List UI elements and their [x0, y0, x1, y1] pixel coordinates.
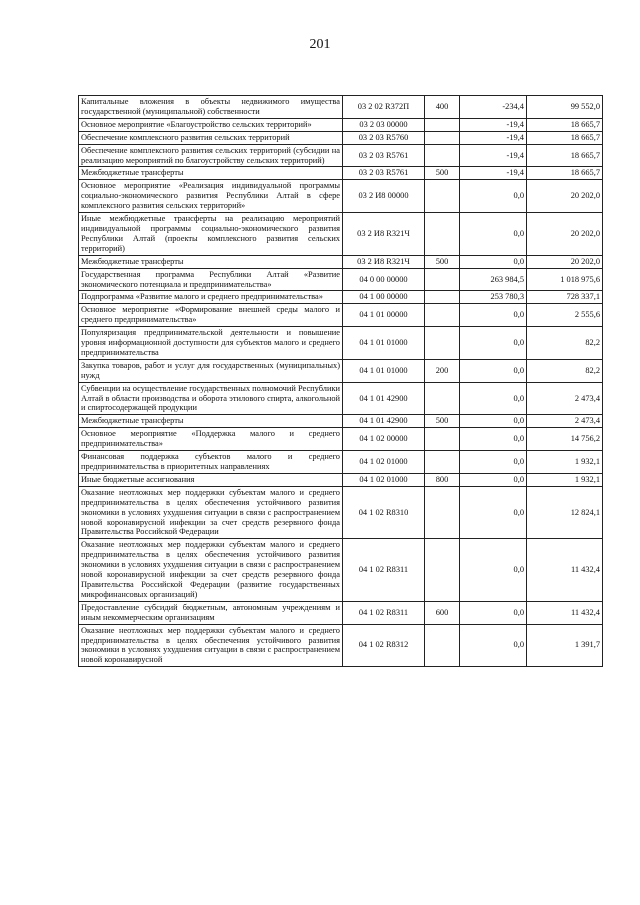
row-total: 99 552,0: [527, 96, 603, 119]
row-code: 04 1 01 42900: [343, 415, 425, 428]
row-name: Межбюджетные трансферты: [79, 167, 343, 180]
row-name: Основное мероприятие «Реализация индивидуальной программы социально-экономического развития Республики Алтай в сфере комплексного развития сельских территорий»: [79, 180, 343, 213]
row-expense-type: [425, 180, 460, 213]
table-row: [79, 359, 603, 382]
row-name: Оказание неотложных мер поддержки субъектам малого и среднего предпринимательства в целях обеспечения устойчивого развития экономики в условиях ухудшения ситуации в связи с распространением новой коронавирусной: [79, 624, 343, 667]
row-expense-type: 600: [425, 601, 460, 624]
row-name: Основное мероприятие «Благоустройство сельских территорий»: [79, 118, 343, 131]
row-total: 1 018 975,6: [527, 268, 603, 291]
row-expense-type: [425, 291, 460, 304]
row-code: 04 1 02 R8311: [343, 601, 425, 624]
row-change: -19,4: [460, 144, 527, 167]
table-row: [79, 118, 603, 131]
row-code: 04 1 02 R8311: [343, 539, 425, 601]
row-total: 20 202,0: [527, 255, 603, 268]
row-name: Оказание неотложных мер поддержки субъектам малого и среднего предпринимательства в целях обеспечения устойчивого развития экономики в условиях ухудшения ситуации в связи с распространением новой коронавирусной инфекции за счет средств резервного фонда Правительства Российской Федерации: [79, 486, 343, 539]
page-number: 201: [309, 37, 331, 52]
row-expense-type: [425, 118, 460, 131]
row-code: 04 1 01 00000: [343, 304, 425, 327]
row-name: Межбюджетные трансферты: [79, 415, 343, 428]
row-expense-type: [425, 428, 460, 451]
table-row: [79, 144, 603, 167]
row-name: Основное мероприятие «Поддержка малого и среднего предпринимательства»: [79, 428, 343, 451]
row-total: 11 432,4: [527, 601, 603, 624]
row-name: Оказание неотложных мер поддержки субъектам малого и среднего предпринимательства в целях обеспечения устойчивого развития экономики в условиях ухудшения ситуации в связи с распространением новой коронавирусной инфекции за счет средств резервного фонда Правительства Российской Федерации (развитие государственных микрофинансовых организаций): [79, 539, 343, 601]
row-change: 0,0: [460, 255, 527, 268]
row-name: Обеспечение комплексного развития сельских территорий: [79, 131, 343, 144]
row-total: 728 337,1: [527, 291, 603, 304]
table-row: [79, 268, 603, 291]
row-change: -19,4: [460, 118, 527, 131]
row-change: 0,0: [460, 601, 527, 624]
table-row: [79, 291, 603, 304]
table-row: [79, 180, 603, 213]
row-code: 04 1 00 00000: [343, 291, 425, 304]
row-total: 18 665,7: [527, 167, 603, 180]
row-expense-type: [425, 213, 460, 256]
row-code: 03 2 03 R5760: [343, 131, 425, 144]
row-code: 03 2 И8 R321Ч: [343, 213, 425, 256]
table-row: [79, 601, 603, 624]
row-code: 03 2 02 R372П: [343, 96, 425, 119]
table-row: [79, 473, 603, 486]
row-total: 18 665,7: [527, 144, 603, 167]
row-code: 03 2 03 R5761: [343, 144, 425, 167]
row-change: 0,0: [460, 473, 527, 486]
row-expense-type: [425, 304, 460, 327]
row-change: 0,0: [460, 624, 527, 667]
row-expense-type: [425, 382, 460, 415]
row-code: 04 1 02 R8312: [343, 624, 425, 667]
row-change: 253 780,3: [460, 291, 527, 304]
row-change: -19,4: [460, 131, 527, 144]
row-name: Финансовая поддержка субъектов малого и среднего предпринимательства в приоритетных направлениях: [79, 451, 343, 474]
row-code: 04 1 02 00000: [343, 428, 425, 451]
row-total: 20 202,0: [527, 213, 603, 256]
row-expense-type: [425, 144, 460, 167]
row-change: -19,4: [460, 167, 527, 180]
row-total: 1 932,1: [527, 473, 603, 486]
row-change: 0,0: [460, 539, 527, 601]
row-change: 0,0: [460, 327, 527, 360]
table-row: [79, 96, 603, 119]
row-change: 0,0: [460, 180, 527, 213]
table-row: [79, 539, 603, 601]
row-total: 2 555,6: [527, 304, 603, 327]
row-expense-type: 200: [425, 359, 460, 382]
row-code: 04 1 02 01000: [343, 473, 425, 486]
row-expense-type: [425, 327, 460, 360]
row-total: 14 756,2: [527, 428, 603, 451]
row-code: 03 2 И8 00000: [343, 180, 425, 213]
row-total: 11 432,4: [527, 539, 603, 601]
row-name: Капитальные вложения в объекты недвижимого имущества государственной (муниципальной) собственности: [79, 96, 343, 119]
row-change: 0,0: [460, 415, 527, 428]
row-expense-type: [425, 539, 460, 601]
row-total: 1 932,1: [527, 451, 603, 474]
row-total: 20 202,0: [527, 180, 603, 213]
row-name: Популяризация предпринимательской деятельности и повышение уровня информационной доступности для субъектов малого и среднего предпринимательства: [79, 327, 343, 360]
row-name: Подпрограмма «Развитие малого и среднего предпринимательства»: [79, 291, 343, 304]
table-row: [79, 382, 603, 415]
row-total: 2 473,4: [527, 382, 603, 415]
budget-table: [78, 95, 603, 667]
table-row: [79, 131, 603, 144]
table-row: [79, 327, 603, 360]
row-name: Закупка товаров, работ и услуг для государственных (муниципальных) нужд: [79, 359, 343, 382]
row-total: 82,2: [527, 359, 603, 382]
row-total: 82,2: [527, 327, 603, 360]
table-row: [79, 486, 603, 539]
row-code: 04 1 02 01000: [343, 451, 425, 474]
row-code: 04 1 01 01000: [343, 327, 425, 360]
row-expense-type: [425, 451, 460, 474]
row-total: 1 391,7: [527, 624, 603, 667]
row-total: 12 824,1: [527, 486, 603, 539]
row-expense-type: 500: [425, 167, 460, 180]
table-row: [79, 255, 603, 268]
table-row: [79, 451, 603, 474]
table-row: [79, 304, 603, 327]
row-code: 04 1 01 42900: [343, 382, 425, 415]
row-name: Межбюджетные трансферты: [79, 255, 343, 268]
row-expense-type: 500: [425, 415, 460, 428]
row-expense-type: [425, 268, 460, 291]
row-total: 2 473,4: [527, 415, 603, 428]
row-change: 0,0: [460, 451, 527, 474]
row-expense-type: [425, 486, 460, 539]
row-expense-type: 800: [425, 473, 460, 486]
row-code: 03 2 03 R5761: [343, 167, 425, 180]
row-name: Иные межбюджетные трансферты на реализацию мероприятий индивидуальной программы социально-экономического развития Республики Алтай (проекты комплексного развития сельских территорий): [79, 213, 343, 256]
table-row: [79, 415, 603, 428]
row-code: 03 2 03 00000: [343, 118, 425, 131]
row-change: 0,0: [460, 359, 527, 382]
row-name: Обеспечение комплексного развития сельских территорий (субсидии на реализацию мероприятий по благоустройству сельских территорий): [79, 144, 343, 167]
table-row: [79, 213, 603, 256]
row-change: 0,0: [460, 486, 527, 539]
row-expense-type: 500: [425, 255, 460, 268]
row-name: Субвенции на осуществление государственных полномочий Республики Алтай в области производства и оборота этилового спирта, алкогольной и спиртосодержащей продукции: [79, 382, 343, 415]
row-change: 263 984,5: [460, 268, 527, 291]
row-change: -234,4: [460, 96, 527, 119]
row-expense-type: [425, 624, 460, 667]
row-name: Основное мероприятие «Формирование внешней среды малого и среднего предпринимательства»: [79, 304, 343, 327]
row-total: 18 665,7: [527, 131, 603, 144]
row-code: 03 2 И8 R321Ч: [343, 255, 425, 268]
row-code: 04 1 02 R8310: [343, 486, 425, 539]
row-name: Государственная программа Республики Алтай «Развитие экономического потенциала и предпринимательства»: [79, 268, 343, 291]
row-name: Предоставление субсидий бюджетным, автономным учреждениям и иным некоммерческим организациям: [79, 601, 343, 624]
row-change: 0,0: [460, 382, 527, 415]
row-change: 0,0: [460, 304, 527, 327]
row-name: Иные бюджетные ассигнования: [79, 473, 343, 486]
row-expense-type: 400: [425, 96, 460, 119]
row-change: 0,0: [460, 213, 527, 256]
table-row: [79, 428, 603, 451]
row-total: 18 665,7: [527, 118, 603, 131]
row-code: 04 1 01 01000: [343, 359, 425, 382]
table-row: [79, 167, 603, 180]
row-change: 0,0: [460, 428, 527, 451]
row-code: 04 0 00 00000: [343, 268, 425, 291]
table-row: [79, 624, 603, 667]
row-expense-type: [425, 131, 460, 144]
